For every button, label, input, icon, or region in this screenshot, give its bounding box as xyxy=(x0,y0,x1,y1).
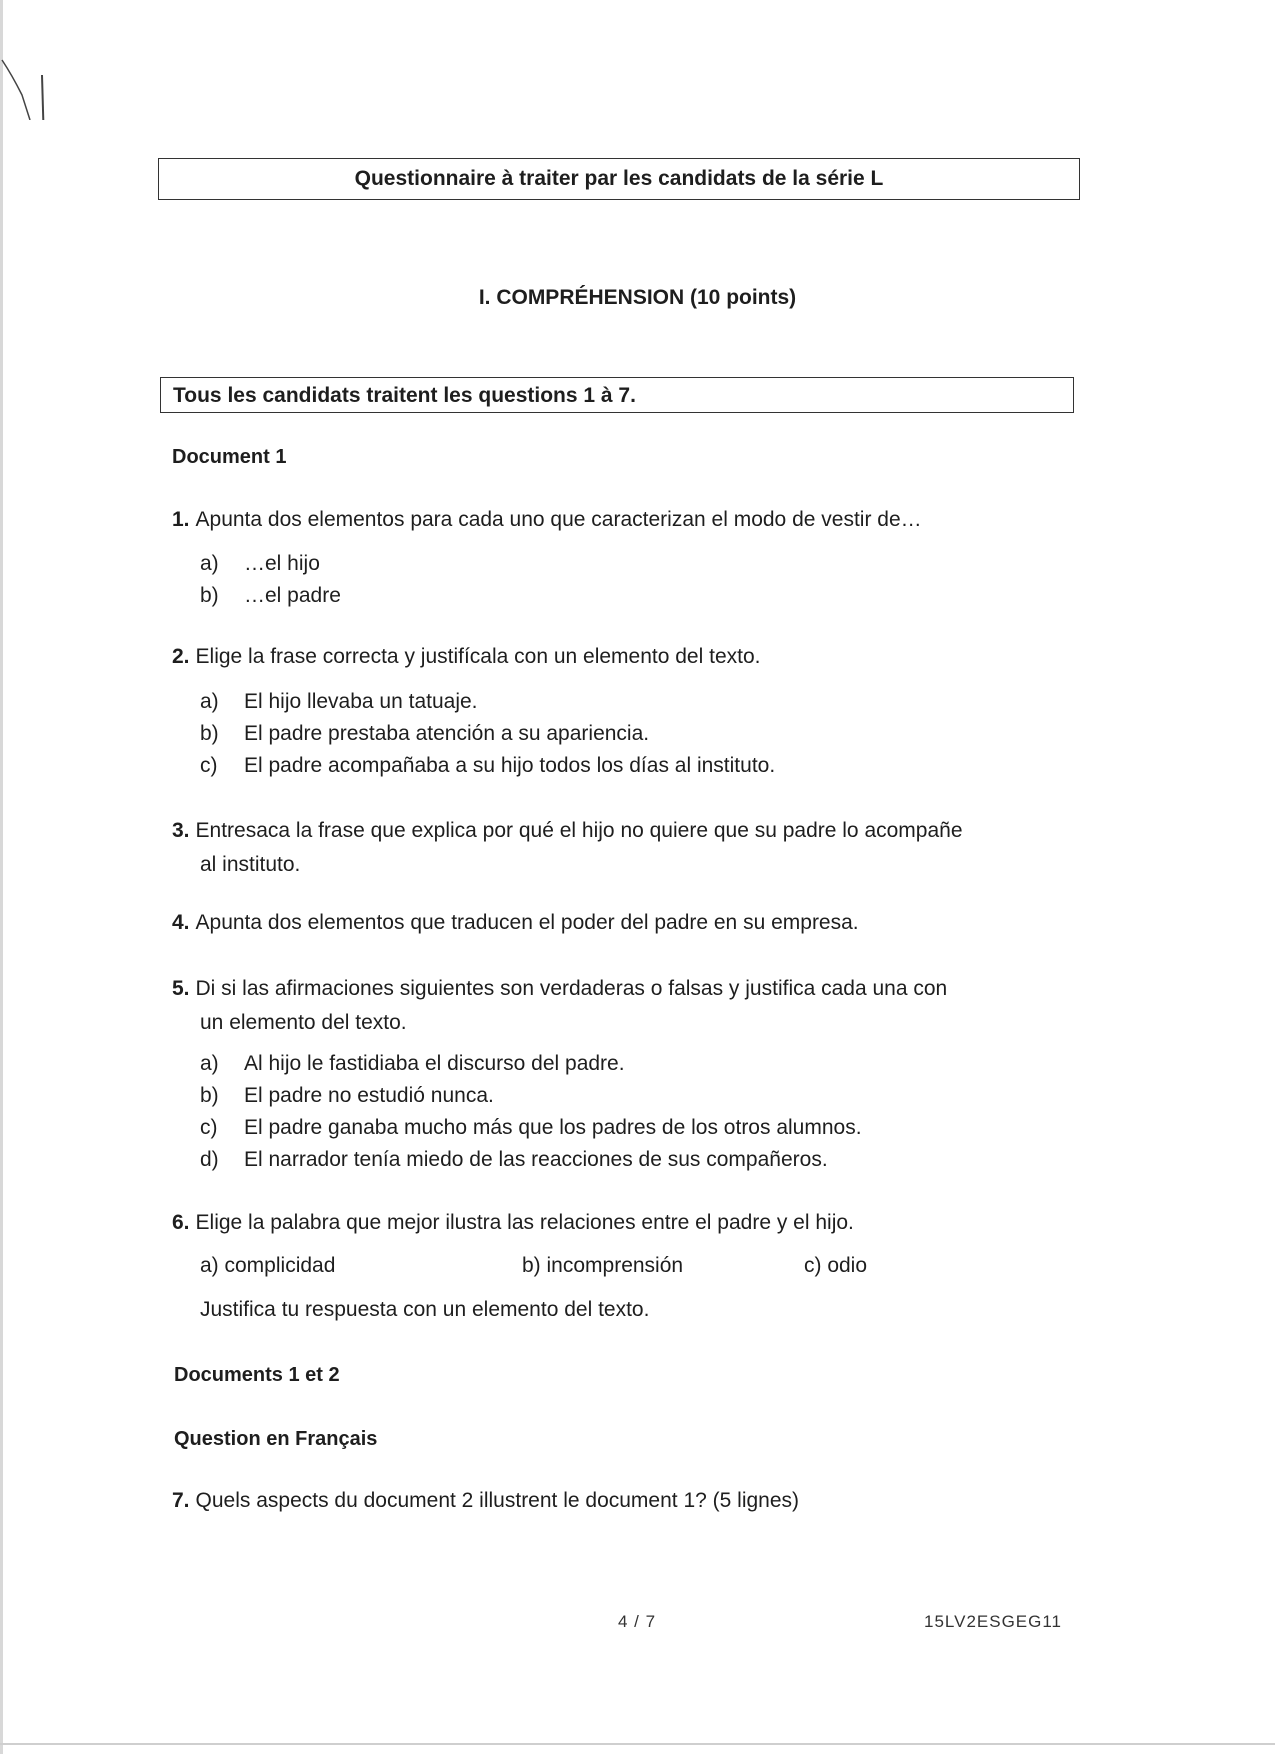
option-text: Al hijo le fastidiaba el discurso del padre. xyxy=(244,1052,625,1075)
question-5-option-a xyxy=(200,1052,625,1076)
option-letter: a) xyxy=(200,690,219,713)
question-number: 4. xyxy=(172,911,190,934)
option-text: El padre prestaba atención a su apariencia. xyxy=(244,722,650,745)
question-text: Apunta dos elementos que traducen el poder del padre en su empresa. xyxy=(195,911,859,934)
question-text: Di si las afirmaciones siguientes son verdaderas o falsas y justifica cada una con xyxy=(195,977,948,1000)
question-6-justify: Justifica tu respuesta con un elemento del texto. xyxy=(200,1298,650,1321)
scan-corner-mark xyxy=(0,40,50,120)
question-7 xyxy=(172,1484,799,1518)
question-2-option-b xyxy=(200,722,649,746)
page-number: 4 / 7 xyxy=(618,1612,657,1631)
scan-edge-left xyxy=(0,0,3,1754)
question-3 xyxy=(172,814,963,848)
section-title: I. COMPRÉHENSION (10 points) xyxy=(478,286,797,309)
question-number: 2. xyxy=(172,645,190,668)
document-1-heading: Document 1 xyxy=(172,446,287,468)
question-5-continuation: un elemento del texto. xyxy=(200,1011,407,1034)
question-text: Entresaca la frase que explica por qué el hijo no quiere que su padre lo acompañe xyxy=(195,819,963,842)
document-code: 15LV2ESGEG11 xyxy=(924,1612,1063,1631)
question-5-option-c xyxy=(200,1116,862,1140)
option-text: El padre ganaba mucho más que los padres de los otros alumnos. xyxy=(244,1116,862,1139)
question-6-choice-a: a) complicidad xyxy=(200,1254,336,1277)
question-text: Apunta dos elementos para cada uno que caracterizan el modo de vestir de… xyxy=(195,508,922,531)
question-number: 6. xyxy=(172,1211,190,1234)
question-4 xyxy=(172,906,859,940)
option-letter: a) xyxy=(200,1052,219,1075)
option-text: El hijo llevaba un tatuaje. xyxy=(244,690,478,713)
question-5-option-d xyxy=(200,1148,828,1172)
option-text: El narrador tenía miedo de las reacciones de sus compañeros. xyxy=(244,1148,828,1171)
option-letter: b) xyxy=(200,1084,219,1107)
option-text: …el padre xyxy=(244,584,341,607)
option-letter: c) xyxy=(200,1116,218,1139)
question-5 xyxy=(172,972,947,1006)
question-1 xyxy=(172,503,922,537)
question-3-continuation: al instituto. xyxy=(200,853,301,876)
question-text: Elige la frase correcta y justifícala con un elemento del texto. xyxy=(195,645,761,668)
question-1-option-a xyxy=(200,552,320,576)
option-letter: b) xyxy=(200,722,219,745)
option-text: El padre acompañaba a su hijo todos los días al instituto. xyxy=(244,754,776,777)
option-letter: c) xyxy=(200,754,218,777)
option-letter: b) xyxy=(200,584,219,607)
option-text: El padre no estudió nunca. xyxy=(244,1084,494,1107)
question-number: 5. xyxy=(172,977,190,1000)
question-2 xyxy=(172,640,760,674)
question-2-option-a xyxy=(200,690,478,714)
question-number: 3. xyxy=(172,819,190,842)
documents-1-2-heading: Documents 1 et 2 xyxy=(174,1364,340,1386)
question-1-option-b xyxy=(200,584,341,608)
question-number: 1. xyxy=(172,508,190,531)
series-l-header-box: Questionnaire à traiter par les candidats de la série L xyxy=(158,158,1080,200)
question-number: 7. xyxy=(172,1489,190,1512)
question-6-choice-b: b) incomprensión xyxy=(522,1254,684,1277)
option-letter: d) xyxy=(200,1148,219,1171)
question-2-option-c xyxy=(200,754,775,778)
option-text: …el hijo xyxy=(244,552,320,575)
option-letter: a) xyxy=(200,552,219,575)
french-question-heading: Question en Français xyxy=(174,1428,378,1450)
candidates-instruction-box: Tous les candidats traitent les questions 1 à 7. xyxy=(160,377,1074,413)
question-6 xyxy=(172,1206,854,1240)
scan-edge-bottom xyxy=(0,1743,1275,1745)
question-text: Quels aspects du document 2 illustrent le document 1? (5 lignes) xyxy=(195,1489,800,1512)
question-5-option-b xyxy=(200,1084,494,1108)
question-6-choice-c: c) odio xyxy=(804,1254,868,1277)
question-text: Elige la palabra que mejor ilustra las relaciones entre el padre y el hijo. xyxy=(195,1211,854,1234)
